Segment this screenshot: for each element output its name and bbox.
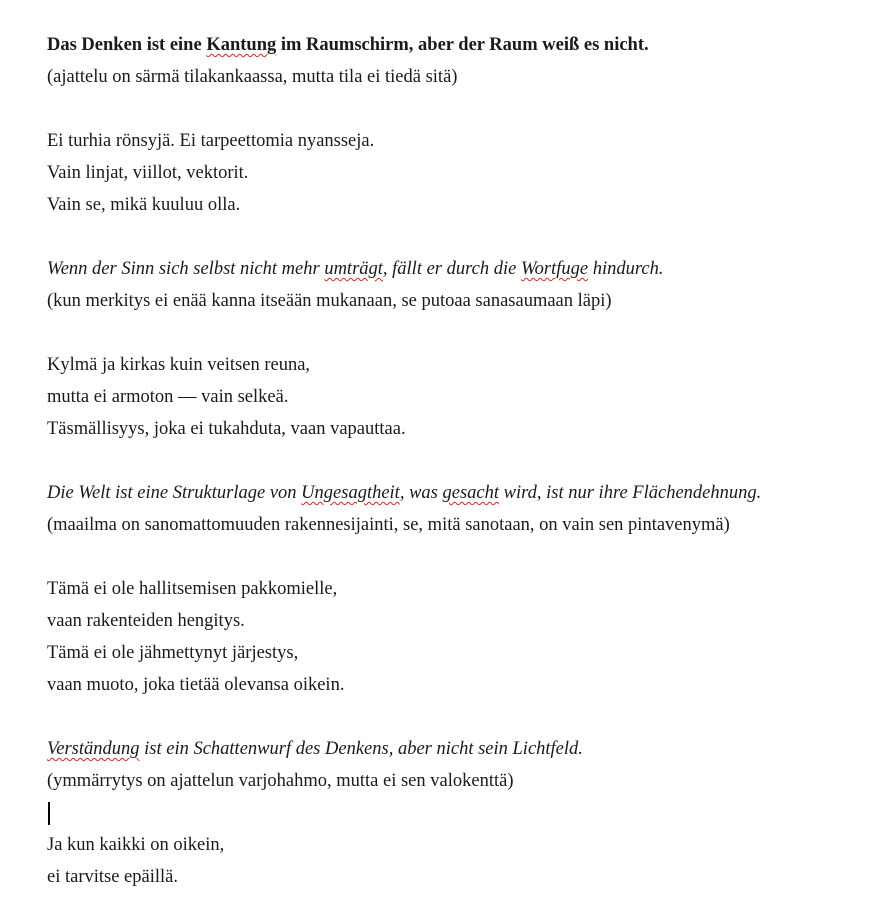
stanza1-line: Vain se, mikä kuuluu olla. [47,195,241,215]
stanza1-line: Ei turhia rönsyjä. Ei tarpeettomia nyansseja. [47,131,375,151]
blank-line [47,701,861,733]
title-text-before: Das Denken ist eine [47,35,207,55]
blank-line [47,541,861,573]
quote3-line [47,733,861,765]
blank-line [47,445,861,477]
quote-text: , was [399,483,443,503]
title-text-after: im Raumschirm, aber der Raum weiß es nicht. [276,35,649,55]
quote-text: Wenn der Sinn sich selbst nicht mehr [47,259,325,279]
misspelled-word[interactable]: Verständung [47,739,140,759]
stanza2-line: Täsmällisyys, joka ei tukahduta, vaan vapauttaa. [47,419,406,439]
stanza2-line: mutta ei armoton — vain selkeä. [47,387,289,407]
misspelled-word[interactable]: Ungesagtheit [301,483,400,503]
misspelled-word[interactable]: Kantung [206,35,277,55]
quote-text: hindurch. [588,259,664,279]
quote-text: wird, ist nur ihre Flächendehnung. [499,483,762,503]
quote-text: Die Welt ist eine Strukturlage von [47,483,302,503]
stanza3-line: Tämä ei ole jähmettynyt järjestys, [47,643,299,663]
stanza1-line: Vain linjat, viillot, vektorit. [47,163,249,183]
stanza3-line: vaan rakenteiden hengitys. [47,611,245,631]
stanza3-line: vaan muoto, joka tietää olevansa oikein. [47,675,345,695]
quote2-translation: (maailma on sanomattomuuden rakennesijainti, se, mitä sanotaan, on vain sen pintavenymä) [47,515,730,535]
misspelled-word[interactable]: gesacht [442,483,500,503]
stanza3-line: Tämä ei ole hallitsemisen pakkomielle, [47,579,338,599]
quote1-translation: (kun merkitys ei enää kanna itseään mukanaan, se putoaa sanasaumaan läpi) [47,291,612,311]
quote-text: ist ein Schattenwurf des Denkens, aber nicht sein Lichtfeld. [139,739,583,759]
quote-text: , fällt er durch die [382,259,521,279]
quote1-line [47,253,861,285]
misspelled-word[interactable]: umträgt [324,259,383,279]
stanza4-line: ei tarvitse epäillä. [47,867,178,887]
text-cursor [48,802,50,825]
blank-line [47,93,861,125]
title-translation: (ajattelu on särmä tilakankaassa, mutta tila ei tiedä sitä) [47,67,458,87]
blank-line [47,317,861,349]
stanza4-line: Ja kun kaikki on oikein, [47,835,225,855]
empty-line-with-cursor[interactable] [47,797,861,829]
title-line [47,29,861,61]
blank-line [47,221,861,253]
quote2-line [47,477,861,509]
quote3-translation: (ymmärrytys on ajattelun varjohahmo, mutta ei sen valokenttä) [47,771,514,791]
stanza2-line: Kylmä ja kirkas kuin veitsen reuna, [47,355,311,375]
misspelled-word[interactable]: Wortfuge [520,259,589,279]
document-body[interactable] [47,29,861,893]
